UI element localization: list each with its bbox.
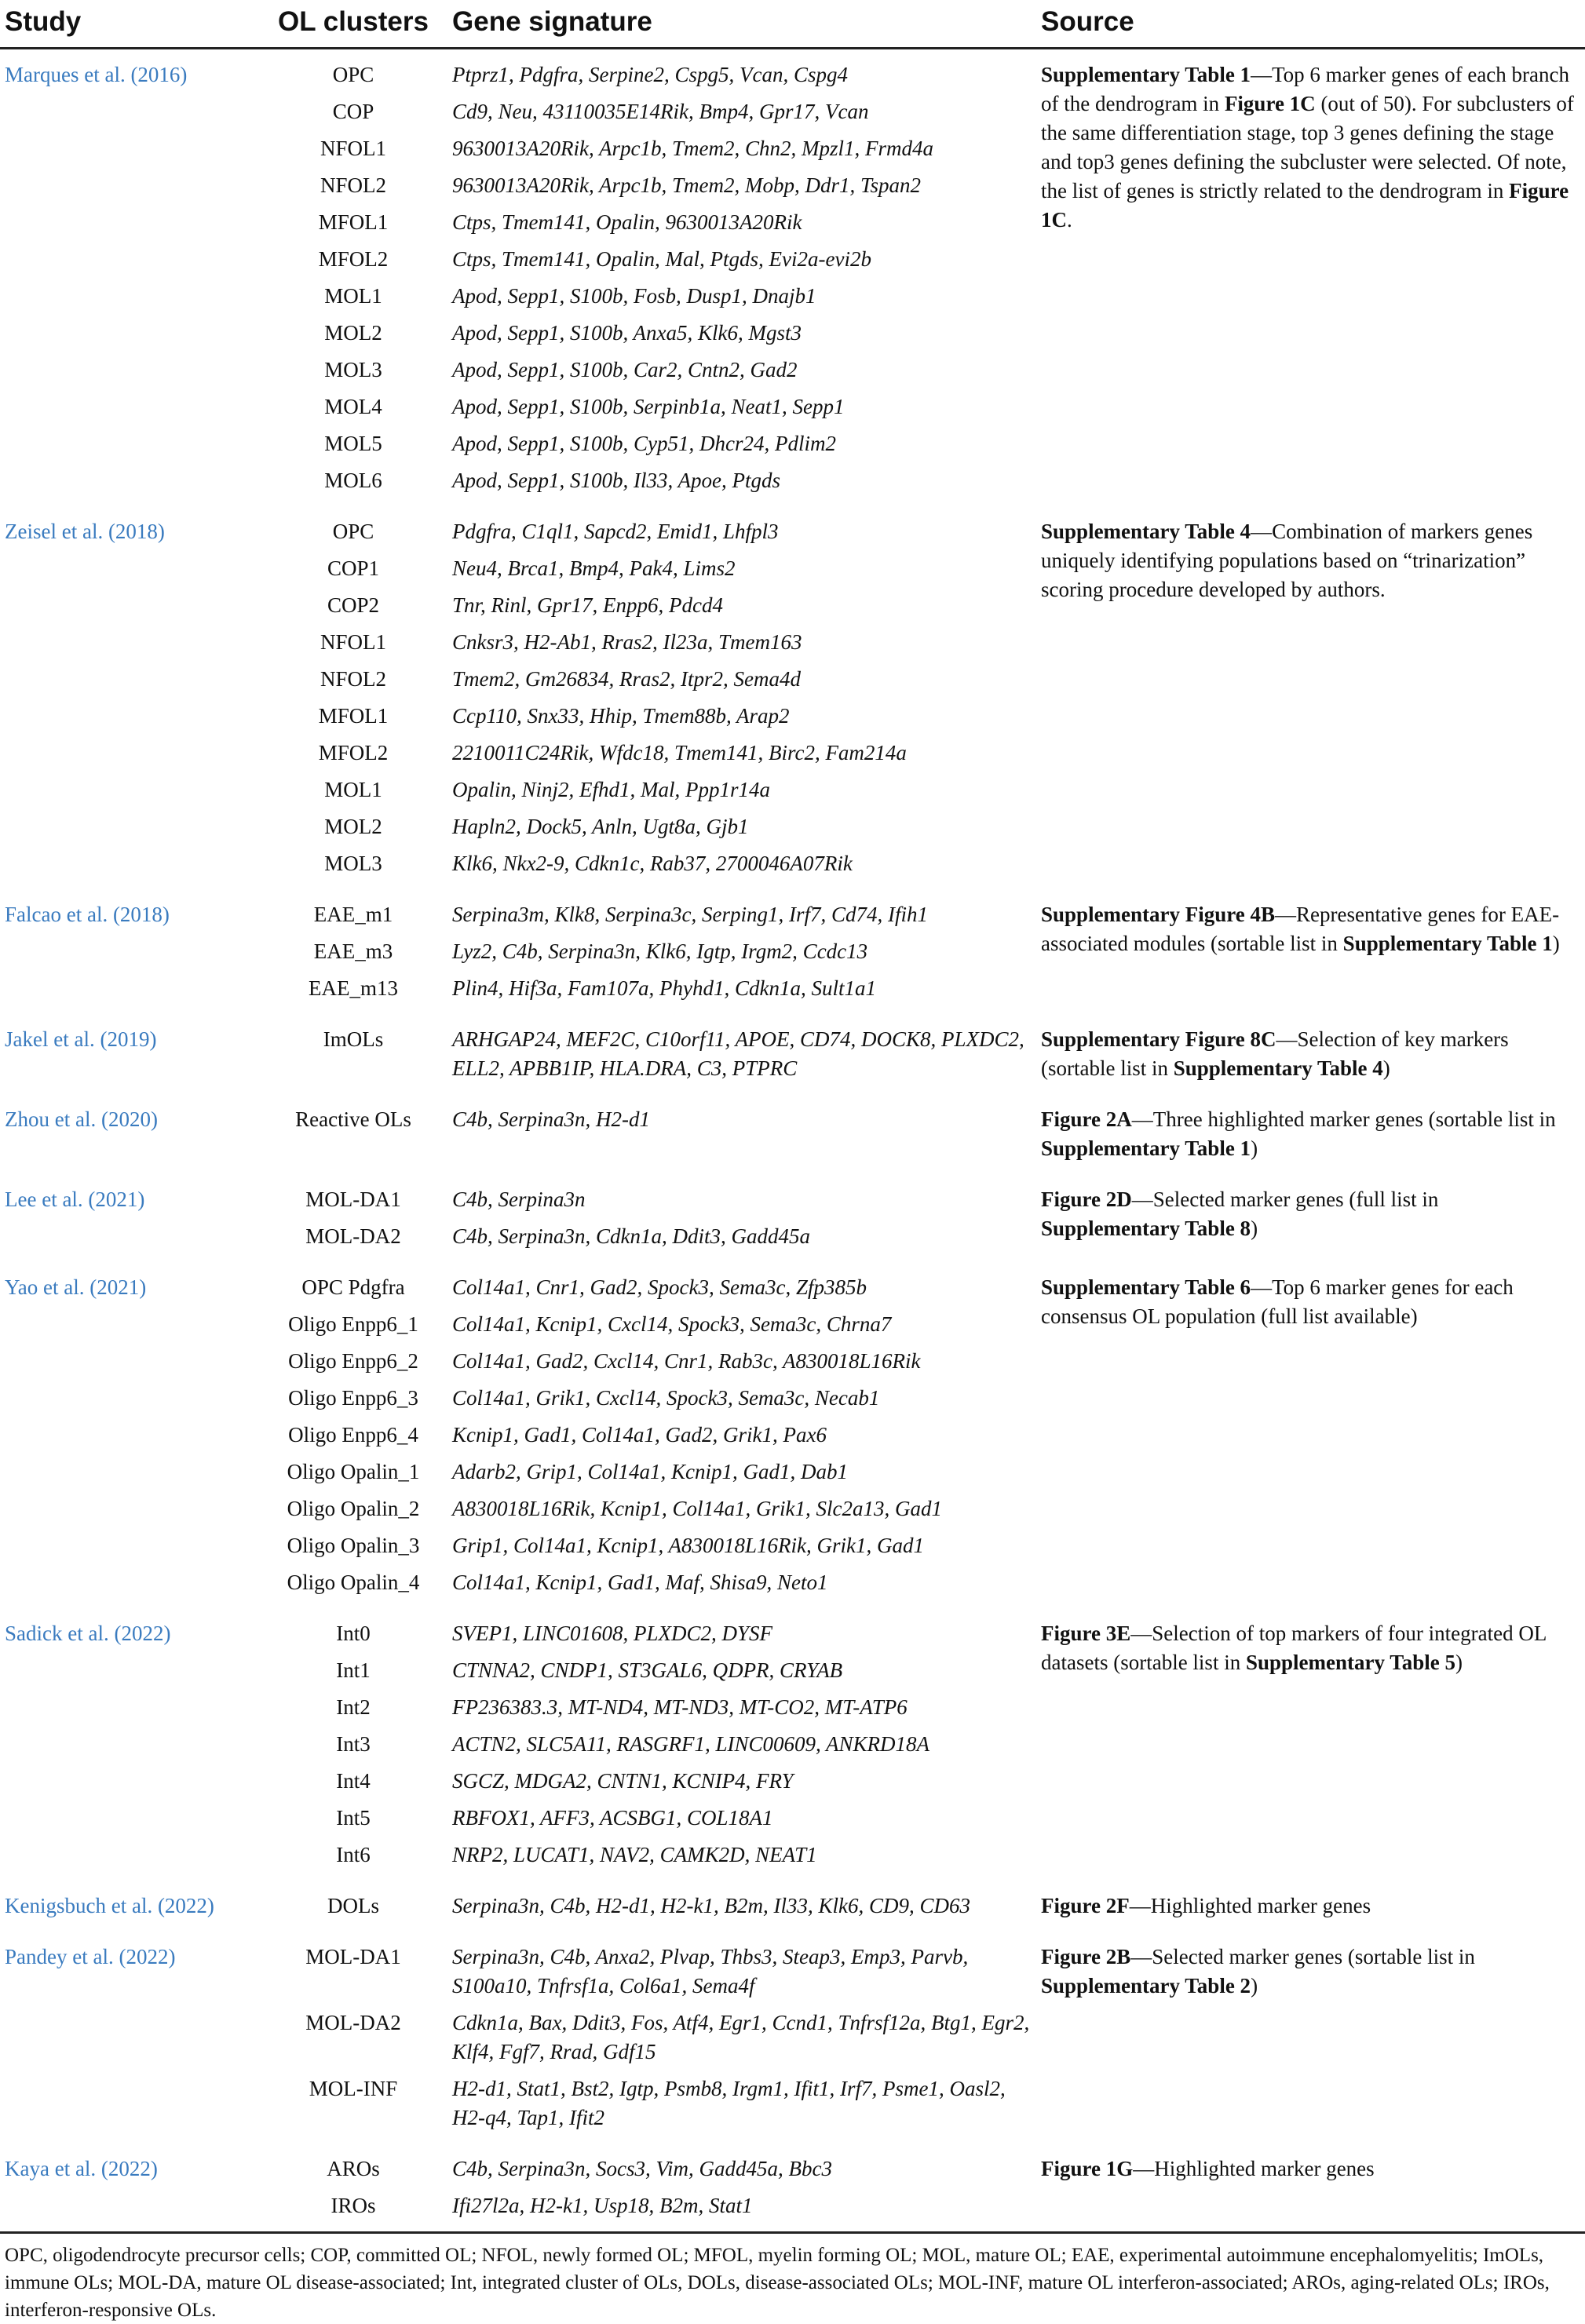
ol-cluster-cell: Oligo Opalin_1: [287, 1460, 420, 1483]
gene-signature-cell: FP236383.3, MT-ND4, MT-ND3, MT-CO2, MT-ATP6: [452, 1695, 908, 1719]
header-ol-clusters: OL clusters: [259, 0, 447, 49]
gene-signature-cell: NRP2, LUCAT1, NAV2, CAMK2D, NEAT1: [452, 1843, 817, 1866]
gene-signature-cell: Neu4, Brca1, Bmp4, Pak4, Lims2: [452, 556, 736, 580]
ol-cluster-cell: MFOL2: [318, 247, 389, 271]
study-cell[interactable]: Lee et al. (2021): [5, 1188, 145, 1211]
ol-cluster-cell: MOL-DA2: [305, 2011, 401, 2034]
gene-signature-cell: SVEP1, LINC01608, PLXDC2, DYSF: [452, 1622, 773, 1645]
source-reference[interactable]: Supplementary Table 4: [1041, 520, 1251, 543]
ol-cluster-cell: Oligo Opalin_4: [287, 1571, 420, 1594]
gene-signature-cell: Serpina3m, Klk8, Serpina3c, Serping1, Irf7, Cd74, Ifih1: [452, 903, 928, 926]
gene-signature-cell: Cnksr3, H2-Ab1, Rras2, Il23a, Tmem163: [452, 630, 802, 654]
ol-cluster-cell: AROs: [327, 2157, 380, 2180]
ol-cluster-cell: MFOL2: [318, 741, 389, 764]
ol-cluster-cell: Oligo Opalin_2: [287, 1497, 420, 1520]
header-row: [0, 0, 1585, 49]
gene-signature-cell: CTNNA2, CNDP1, ST3GAL6, QDPR, CRYAB: [452, 1658, 843, 1682]
source-cell: [1036, 1262, 1585, 1608]
header-study: Study: [0, 0, 259, 49]
source-reference[interactable]: Supplementary Table 1: [1041, 1136, 1251, 1160]
gene-signature-cell: Opalin, Ninj2, Efhd1, Mal, Ppp1r14a: [452, 778, 770, 801]
ol-cluster-cell: MOL6: [324, 469, 382, 492]
ol-cluster-cell: Int6: [336, 1843, 371, 1866]
gene-signature-cell: Apod, Sepp1, S100b, Car2, Cntn2, Gad2: [452, 358, 798, 381]
gene-signature-cell: Pdgfra, C1ql1, Sapcd2, Emid1, Lhfpl3: [452, 520, 779, 543]
gene-signature-cell: Serpina3n, C4b, Anxa2, Plvap, Thbs3, Steap3, Emp3, Parvb, S100a10, Tnfrsf1a, Col6a1, Sema4f: [452, 1945, 969, 1997]
ol-cluster-cell: DOLs: [327, 1894, 379, 1917]
source-cell: [1036, 1932, 1585, 2143]
ol-cluster-cell: Oligo Enpp6_1: [288, 1312, 418, 1336]
gene-signature-cell: Col14a1, Grik1, Cxcl14, Spock3, Sema3c, Necab1: [452, 1386, 880, 1410]
source-cell: [1036, 506, 1585, 889]
source-text: —Highlighted marker genes: [1129, 1894, 1371, 1917]
table-row: [0, 1094, 1585, 1174]
ol-cluster-cell: MOL4: [324, 395, 382, 418]
table-row: [0, 1262, 1585, 1306]
gene-signature-cell: Ifi27l2a, H2-k1, Usp18, B2m, Stat1: [452, 2194, 753, 2217]
source-text: ): [1251, 1974, 1258, 1997]
ol-cluster-cell: NFOL2: [320, 667, 386, 691]
study-cell[interactable]: Sadick et al. (2022): [5, 1622, 171, 1645]
ol-cluster-cell: NFOL1: [320, 137, 386, 160]
source-text: —Representative genes for EAE-associated modules (sortable list in: [1041, 903, 1560, 955]
gene-signature-cell: Grip1, Col14a1, Kcnip1, A830018L16Rik, Grik1, Gad1: [452, 1534, 925, 1557]
study-cell[interactable]: Zeisel et al. (2018): [5, 520, 165, 543]
study-cell[interactable]: Kenigsbuch et al. (2022): [5, 1894, 214, 1917]
table-row: [0, 49, 1585, 94]
ol-cluster-cell: Oligo Enpp6_4: [288, 1423, 418, 1447]
study-cell[interactable]: Falcao et al. (2018): [5, 903, 170, 926]
source-reference[interactable]: Figure 1C: [1224, 92, 1316, 115]
ol-cluster-cell: MOL-DA1: [305, 1188, 401, 1211]
table-row: [0, 1608, 1585, 1652]
gene-signature-cell: Klk6, Nkx2-9, Cdkn1c, Rab37, 2700046A07Rik: [452, 852, 853, 875]
table-body: [0, 49, 1585, 2232]
source-reference[interactable]: Figure 3E: [1041, 1622, 1131, 1645]
source-cell: [1036, 1174, 1585, 1262]
source-reference[interactable]: Supplementary Figure 8C: [1041, 1027, 1276, 1051]
gene-signature-cell: Adarb2, Grip1, Col14a1, Kcnip1, Gad1, Dab1: [452, 1460, 849, 1483]
ol-cluster-cell: MOL-DA2: [305, 1224, 401, 1248]
ol-cluster-cell: Int5: [336, 1806, 371, 1830]
ol-cluster-cell: OPC: [332, 520, 374, 543]
gene-signature-cell: Cdkn1a, Bax, Ddit3, Fos, Atf4, Egr1, Ccnd1, Tnfrsf12a, Btg1, Egr2, Klf4, Fgf7, Rrad, Gdf15: [452, 2011, 1030, 2063]
ol-cluster-cell: MOL1: [324, 778, 382, 801]
ol-cluster-cell: Oligo Enpp6_3: [288, 1386, 418, 1410]
gene-signature-cell: Apod, Sepp1, S100b, Anxa5, Klk6, Mgst3: [452, 321, 802, 345]
gene-signature-cell: C4b, Serpina3n, Cdkn1a, Ddit3, Gadd45a: [452, 1224, 810, 1248]
source-cell: [1036, 1094, 1585, 1174]
gene-signature-cell: Col14a1, Kcnip1, Cxcl14, Spock3, Sema3c, Chrna7: [452, 1312, 892, 1336]
gene-signature-cell: A830018L16Rik, Kcnip1, Col14a1, Grik1, Slc2a13, Gad1: [452, 1497, 942, 1520]
gene-signature-cell: Ctps, Tmem141, Opalin, Mal, Ptgds, Evi2a-evi2b: [452, 247, 871, 271]
ol-cluster-cell: MOL3: [324, 852, 382, 875]
table-row: [0, 1881, 1585, 1932]
gene-signature-cell: 2210011C24Rik, Wfdc18, Tmem141, Birc2, Fam214a: [452, 741, 907, 764]
ol-cluster-cell: MOL5: [324, 432, 382, 455]
ol-cluster-cell: Int4: [336, 1769, 371, 1793]
ol-cluster-cell: MOL2: [324, 815, 382, 838]
source-reference[interactable]: Supplementary Table 1: [1041, 63, 1251, 86]
source-reference[interactable]: Supplementary Table 5: [1245, 1651, 1456, 1674]
table-row: [0, 1932, 1585, 2005]
gene-signature-cell: Hapln2, Dock5, Anln, Ugt8a, Gjb1: [452, 815, 749, 838]
gene-signature-cell: Cd9, Neu, 43110035E14Rik, Bmp4, Gpr17, Vcan: [452, 100, 869, 123]
gene-signature-cell: ARHGAP24, MEF2C, C10orf11, APOE, CD74, DOCK8, PLXDC2, ELL2, APBB1IP, HLA.DRA, C3, PTPRC: [452, 1027, 1024, 1080]
gene-signature-cell: Apod, Sepp1, S100b, Cyp51, Dhcr24, Pdlim2: [452, 432, 836, 455]
study-cell[interactable]: Pandey et al. (2022): [5, 1945, 176, 1968]
source-cell: [1036, 49, 1585, 507]
ol-cluster-cell: NFOL1: [320, 630, 386, 654]
ol-cluster-cell: Int1: [336, 1658, 371, 1682]
source-reference[interactable]: Figure 2F: [1041, 1894, 1130, 1917]
ol-cluster-cell: COP: [332, 100, 374, 123]
study-cell[interactable]: Zhou et al. (2020): [5, 1107, 158, 1131]
ol-cluster-cell: MOL2: [324, 321, 382, 345]
source-reference[interactable]: Supplementary Table 1: [1342, 932, 1553, 955]
gene-signature-cell: C4b, Serpina3n, Socs3, Vim, Gadd45a, Bbc3: [452, 2157, 832, 2180]
source-text: —Selected marker genes (sortable list in: [1130, 1945, 1475, 1968]
gene-signature-cell: SGCZ, MDGA2, CNTN1, KCNIP4, FRY: [452, 1769, 794, 1793]
gene-signature-cell: C4b, Serpina3n, H2-d1: [452, 1107, 650, 1131]
ol-cluster-cell: MFOL1: [318, 210, 389, 234]
ol-cluster-cell: IROs: [331, 2194, 376, 2217]
gene-signature-cell: Plin4, Hif3a, Fam107a, Phyhd1, Cdkn1a, Sult1a1: [452, 976, 876, 1000]
gene-signature-cell: Col14a1, Cnr1, Gad2, Spock3, Sema3c, Zfp385b: [452, 1275, 867, 1299]
ol-cluster-cell: COP2: [327, 593, 380, 617]
table-row: [0, 1174, 1585, 1218]
study-cell[interactable]: Jakel et al. (2019): [5, 1027, 157, 1051]
gene-signature-cell: Kcnip1, Gad1, Col14a1, Gad2, Grik1, Pax6: [452, 1423, 827, 1447]
ol-cluster-cell: ImOLs: [323, 1027, 384, 1051]
ol-cluster-cell: Reactive OLs: [295, 1107, 411, 1131]
source-text: ): [1382, 1056, 1390, 1080]
gene-signature-cell: Serpina3n, C4b, H2-d1, H2-k1, B2m, Il33, Klk6, CD9, CD63: [452, 1894, 970, 1917]
gene-signature-cell: 9630013A20Rik, Arpc1b, Tmem2, Mobp, Ddr1, Tspan2: [452, 173, 922, 197]
source-text: ): [1251, 1136, 1258, 1160]
gene-signature-cell: Ccp110, Snx33, Hhip, Tmem88b, Arap2: [452, 704, 790, 728]
study-cell[interactable]: Kaya et al. (2022): [5, 2157, 158, 2180]
source-text: —Top 6 marker genes for each consensus OL population (full list available): [1041, 1275, 1514, 1328]
table-footnote: OPC, oligodendrocyte precursor cells; COP, committed OL; NFOL, newly formed OL; MFOL, myelin forming OL; MOL, mature OL; EAE, experimental autoimmune encephalomyelitis; ImOLs, immune OLs; MOL-DA, mature OL disease-associated; Int, integrated cluster of OLs, DOLs, disease-associated OLs; MOL-INF, mature OL interferon-associated; AROs, aging-related OLs; IROs, interferon-responsive OLs.: [5, 2245, 1550, 2321]
source-reference[interactable]: Figure 1G: [1041, 2157, 1134, 2180]
source-text: —Highlighted marker genes: [1133, 2157, 1375, 2180]
gene-signature-cell: Apod, Sepp1, S100b, Fosb, Dusp1, Dnajb1: [452, 284, 816, 308]
ol-cluster-cell: NFOL2: [320, 173, 386, 197]
source-text: ): [1251, 1217, 1258, 1240]
gene-signature-cell: RBFOX1, AFF3, ACSBG1, COL18A1: [452, 1806, 773, 1830]
study-cell[interactable]: Yao et al. (2021): [5, 1275, 147, 1299]
header-source: Source: [1036, 0, 1585, 49]
table-row: [0, 1014, 1585, 1094]
gene-signature-cell: Col14a1, Kcnip1, Gad1, Maf, Shisa9, Neto1: [452, 1571, 828, 1594]
gene-signature-cell: Apod, Sepp1, S100b, Serpinb1a, Neat1, Sepp1: [452, 395, 845, 418]
source-text: —Selection of top markers of four integrated OL datasets (sortable list in: [1041, 1622, 1547, 1674]
source-text: —Selected marker genes (full list in: [1131, 1188, 1439, 1211]
source-reference[interactable]: Supplementary Table 2: [1041, 1974, 1251, 1997]
gene-signature-cell: Lyz2, C4b, Serpina3n, Klk6, Igtp, Irgm2, Ccdc13: [452, 939, 868, 963]
gene-signature-cell: C4b, Serpina3n: [452, 1188, 586, 1211]
ol-cluster-cell: Oligo Opalin_3: [287, 1534, 420, 1557]
ol-cluster-cell: OPC: [332, 63, 374, 86]
source-reference[interactable]: Figure 2B: [1041, 1945, 1131, 1968]
gene-signature-cell: Tmem2, Gm26834, Rras2, Itpr2, Sema4d: [452, 667, 801, 691]
ol-cluster-cell: Int3: [336, 1732, 371, 1756]
source-text: —Three highlighted marker genes (sortable list in: [1131, 1107, 1556, 1131]
gene-signature-cell: Apod, Sepp1, S100b, Il33, Apoe, Ptgds: [452, 469, 780, 492]
ol-cluster-cell: Int2: [336, 1695, 371, 1719]
source-reference[interactable]: Supplementary Table 4: [1173, 1056, 1383, 1080]
source-text: ): [1455, 1651, 1463, 1674]
source-text: ): [1552, 932, 1560, 955]
table-row: [0, 889, 1585, 933]
gene-signature-cell: Tnr, Rinl, Gpr17, Enpp6, Pdcd4: [452, 593, 724, 617]
ol-cluster-cell: Oligo Enpp6_2: [288, 1349, 418, 1373]
ol-cluster-cell: MOL3: [324, 358, 382, 381]
ol-cluster-cell: EAE_m13: [309, 976, 398, 1000]
ol-cluster-cell: MOL-DA1: [305, 1945, 401, 1968]
ol-cluster-cell: MOL1: [324, 284, 382, 308]
source-reference[interactable]: Supplementary Figure 4B: [1041, 903, 1276, 926]
source-text: —Top 6 marker genes of each branch of the dendrogram in: [1041, 63, 1569, 115]
study-cell[interactable]: Marques et al. (2016): [5, 63, 188, 86]
ol-cluster-cell: OPC Pdgfra: [301, 1275, 405, 1299]
source-cell: [1036, 1881, 1585, 1932]
header-gene-signature: Gene signature: [447, 0, 1036, 49]
source-text: .: [1067, 208, 1072, 232]
ol-cluster-cell: COP1: [327, 556, 380, 580]
source-cell: [1036, 889, 1585, 1014]
gene-signature-cell: Ctps, Tmem141, Opalin, 9630013A20Rik: [452, 210, 802, 234]
source-reference[interactable]: Figure 2A: [1041, 1107, 1132, 1131]
source-text: —Selection of key markers (sortable list in: [1041, 1027, 1509, 1080]
table-row: [0, 2143, 1585, 2187]
source-reference[interactable]: Supplementary Table 8: [1041, 1217, 1251, 1240]
table-row: [0, 506, 1585, 550]
source-text: —Combination of markers genes uniquely identifying populations based on “trinarization” scoring procedure developed by authors.: [1041, 520, 1533, 601]
gene-signature-cell: H2-d1, Stat1, Bst2, Igtp, Psmb8, Irgm1, Ifit1, Irf7, Psme1, Oasl2, H2-q4, Tap1, Ifit2: [452, 2077, 1006, 2129]
ol-cluster-cell: MFOL1: [318, 704, 389, 728]
source-reference[interactable]: Figure 2D: [1041, 1188, 1132, 1211]
source-reference[interactable]: Supplementary Table 6: [1041, 1275, 1251, 1299]
ol-cluster-cell: EAE_m3: [313, 939, 393, 963]
source-cell: [1036, 2143, 1585, 2231]
gene-signature-cell: 9630013A20Rik, Arpc1b, Tmem2, Chn2, Mpzl1, Frmd4a: [452, 137, 933, 160]
source-reference[interactable]: Figure 1C: [1041, 179, 1569, 232]
ol-cluster-cell: EAE_m1: [313, 903, 393, 926]
ol-cluster-cell: Int0: [336, 1622, 371, 1645]
gene-signature-cell: ACTN2, SLC5A11, RASGRF1, LINC00609, ANKRD18A: [452, 1732, 930, 1756]
gene-signature-cell: Ptprz1, Pdgfra, Serpine2, Cspg5, Vcan, Cspg4: [452, 63, 848, 86]
ol-cluster-cell: MOL-INF: [309, 2077, 398, 2100]
source-cell: [1036, 1014, 1585, 1094]
gene-signature-cell: Col14a1, Gad2, Cxcl14, Cnr1, Rab3c, A830018L16Rik: [452, 1349, 921, 1373]
source-text: (out of 50). For subclusters of the same differentiation stage, top 3 genes defining the stage and top3 genes defining the subcluster were selected. Of note, the list of genes is strictly related to the dendrogram in: [1041, 92, 1574, 202]
source-cell: [1036, 1608, 1585, 1881]
